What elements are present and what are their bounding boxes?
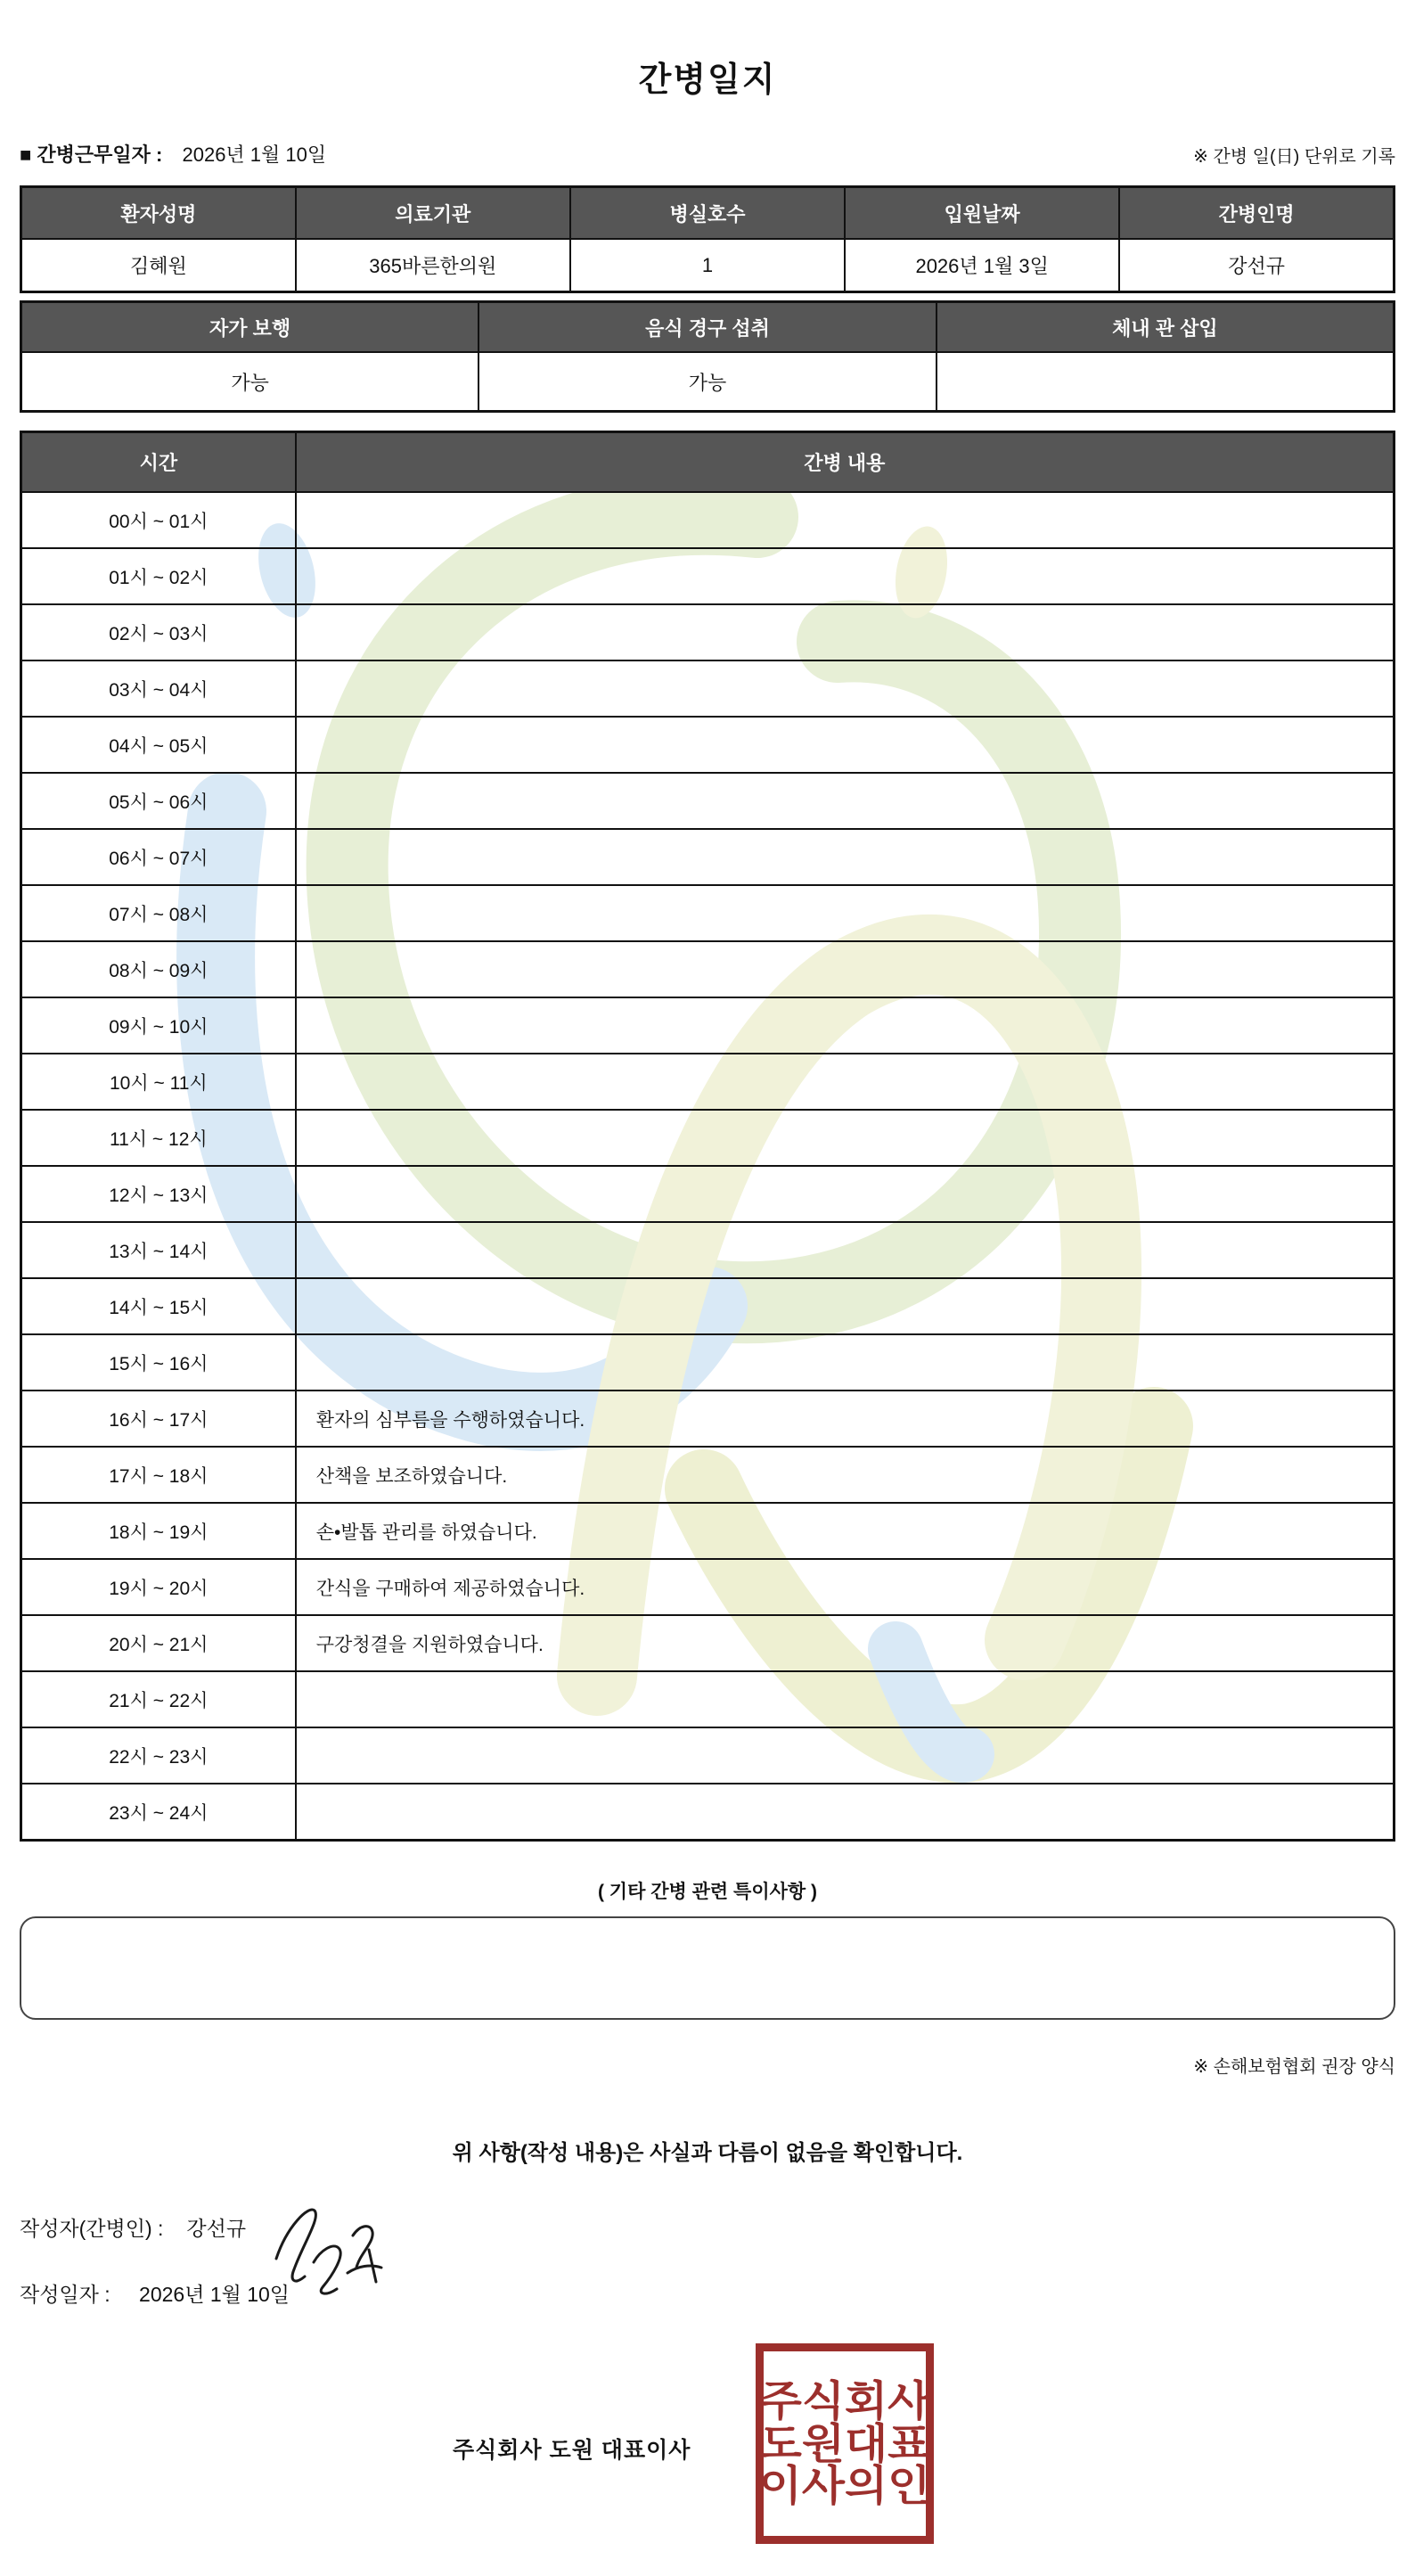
care-content-cell[interactable]: 산책을 보조하였습니다. xyxy=(296,1447,1395,1503)
info-header-admission-date: 입원날짜 xyxy=(845,187,1119,240)
care-row xyxy=(21,1110,1395,1166)
info-header-room-number: 병실호수 xyxy=(570,187,845,240)
care-time-cell: 00시 ~ 01시 xyxy=(21,492,296,548)
status-value-tube-insertion xyxy=(937,352,1395,412)
care-time-cell: 10시 ~ 11시 xyxy=(21,1054,296,1110)
info-value-admission-date: 2026년 1월 3일 xyxy=(845,239,1119,292)
info-header-caregiver-name: 간병인명 xyxy=(1119,187,1394,240)
care-content-cell[interactable]: 환자의 심부름을 수행하였습니다. xyxy=(296,1391,1395,1447)
care-table-body xyxy=(21,492,1395,1841)
care-content-cell[interactable] xyxy=(296,941,1395,997)
care-header-row xyxy=(21,432,1395,493)
status-header-oral-intake: 음식 경구 섭취 xyxy=(478,302,937,353)
care-time-cell: 04시 ~ 05시 xyxy=(21,717,296,773)
status-header-self-walking: 자가 보행 xyxy=(21,302,479,353)
status-value-row xyxy=(21,352,1395,412)
status-header-row xyxy=(21,302,1395,353)
company-line: 주식회사 도원 대표이사 xyxy=(453,2438,691,2463)
care-row xyxy=(21,1222,1395,1278)
care-row xyxy=(21,1447,1395,1503)
care-time-cell: 09시 ~ 10시 xyxy=(21,997,296,1054)
care-row xyxy=(21,885,1395,941)
care-time-cell: 01시 ~ 02시 xyxy=(21,548,296,604)
care-content-cell[interactable] xyxy=(296,997,1395,1054)
info-value-medical-institution: 365바른한의원 xyxy=(296,239,570,292)
care-row xyxy=(21,1334,1395,1391)
care-row xyxy=(21,1559,1395,1615)
care-row xyxy=(21,1503,1395,1559)
care-time-cell: 12시 ~ 13시 xyxy=(21,1166,296,1222)
form-note: ※ 손해보험협회 권장 양식 xyxy=(1193,2057,1395,2077)
written-date-label: 작성일자 : xyxy=(20,2283,110,2306)
care-content-cell[interactable] xyxy=(296,660,1395,717)
info-header-patient-name: 환자성명 xyxy=(21,187,296,240)
care-row xyxy=(21,1615,1395,1671)
care-time-cell: 14시 ~ 15시 xyxy=(21,1278,296,1334)
status-header-tube-insertion: 체내 관 삽입 xyxy=(937,302,1395,353)
care-content-cell[interactable] xyxy=(296,1054,1395,1110)
care-time-cell: 19시 ~ 20시 xyxy=(21,1559,296,1615)
care-time-cell: 17시 ~ 18시 xyxy=(21,1447,296,1503)
work-date-line xyxy=(20,140,326,168)
unit-note: ※ 간병 일(日) 단위로 기록 xyxy=(1193,147,1395,167)
info-value-row xyxy=(21,239,1395,292)
stamp-line-1: 주식회사 xyxy=(758,2376,931,2424)
care-content-cell[interactable] xyxy=(296,1110,1395,1166)
care-time-cell: 15시 ~ 16시 xyxy=(21,1334,296,1391)
care-time-cell: 13시 ~ 14시 xyxy=(21,1222,296,1278)
writer-row xyxy=(20,2212,1415,2266)
care-content-cell[interactable]: 구강청결을 지원하였습니다. xyxy=(296,1615,1395,1671)
care-header-time: 시간 xyxy=(21,432,296,493)
care-row xyxy=(21,773,1395,829)
care-row xyxy=(21,1278,1395,1334)
info-value-patient-name: 김혜원 xyxy=(21,239,296,292)
care-time-cell: 23시 ~ 24시 xyxy=(21,1784,296,1841)
info-header-row xyxy=(21,187,1395,240)
work-date-label: ■ 간병근무일자 : xyxy=(20,144,163,166)
care-content-cell[interactable] xyxy=(296,1334,1395,1391)
care-time-cell: 22시 ~ 23시 xyxy=(21,1727,296,1784)
care-content-cell[interactable] xyxy=(296,604,1395,660)
care-row xyxy=(21,997,1395,1054)
care-time-cell: 16시 ~ 17시 xyxy=(21,1391,296,1447)
care-row xyxy=(21,717,1395,773)
care-time-cell: 18시 ~ 19시 xyxy=(21,1503,296,1559)
care-content-cell[interactable] xyxy=(296,1784,1395,1841)
notes-box[interactable] xyxy=(20,1916,1395,2020)
corporate-seal-stamp xyxy=(756,2343,934,2544)
care-content-cell[interactable] xyxy=(296,492,1395,548)
care-row xyxy=(21,1166,1395,1222)
care-time-cell: 03시 ~ 04시 xyxy=(21,660,296,717)
page-title: 간병일지 xyxy=(638,62,777,99)
care-row xyxy=(21,1671,1395,1727)
care-content-cell[interactable] xyxy=(296,829,1395,885)
care-content-cell[interactable] xyxy=(296,1671,1395,1727)
info-header-medical-institution: 의료기관 xyxy=(296,187,570,240)
writer-label: 작성자(간병인) : xyxy=(20,2217,164,2240)
care-row xyxy=(21,604,1395,660)
info-value-caregiver-name: 강선규 xyxy=(1119,239,1394,292)
stamp-line-2: 도원대표 xyxy=(758,2419,931,2467)
meta-row xyxy=(20,140,1395,168)
care-content-cell[interactable] xyxy=(296,773,1395,829)
patient-info-table xyxy=(20,185,1395,293)
care-time-cell: 20시 ~ 21시 xyxy=(21,1615,296,1671)
care-row xyxy=(21,1054,1395,1110)
care-row xyxy=(21,941,1395,997)
care-header-content: 간병 내용 xyxy=(296,432,1395,493)
writer-name: 강선규 xyxy=(186,2217,247,2240)
stamp-line-3: 이사의인 xyxy=(758,2462,931,2510)
care-row xyxy=(21,548,1395,604)
care-content-cell[interactable] xyxy=(296,1727,1395,1784)
info-value-room-number: 1 xyxy=(570,239,845,292)
care-content-cell[interactable] xyxy=(296,1278,1395,1334)
date-row xyxy=(20,2278,1415,2308)
care-time-cell: 05시 ~ 06시 xyxy=(21,773,296,829)
work-date-value: 2026년 1월 10일 xyxy=(182,144,327,166)
care-time-cell: 06시 ~ 07시 xyxy=(21,829,296,885)
care-content-cell[interactable] xyxy=(296,548,1395,604)
care-row xyxy=(21,1727,1395,1784)
care-time-cell: 11시 ~ 12시 xyxy=(21,1110,296,1166)
care-content-cell[interactable]: 간식을 구매하여 제공하였습니다. xyxy=(296,1559,1395,1615)
care-time-cell: 02시 ~ 03시 xyxy=(21,604,296,660)
care-row xyxy=(21,1391,1395,1447)
care-row xyxy=(21,660,1395,717)
care-time-cell: 08시 ~ 09시 xyxy=(21,941,296,997)
care-content-cell[interactable] xyxy=(296,1222,1395,1278)
care-row xyxy=(21,1784,1395,1841)
care-row xyxy=(21,829,1395,885)
confirmation-statement: 위 사항(작성 내용)은 사실과 다름이 없음을 확인합니다. xyxy=(452,2141,963,2165)
care-content-cell[interactable]: 손•발톱 관리를 하였습니다. xyxy=(296,1503,1395,1559)
care-content-cell[interactable] xyxy=(296,1166,1395,1222)
notes-title: ( 기타 간병 관련 특이사항 ) xyxy=(597,1882,818,1902)
care-content-cell[interactable] xyxy=(296,717,1395,773)
status-value-self-walking: 가능 xyxy=(21,352,479,412)
care-time-cell: 07시 ~ 08시 xyxy=(21,885,296,941)
written-date-value: 2026년 1월 10일 xyxy=(139,2283,290,2306)
care-time-cell: 21시 ~ 22시 xyxy=(21,1671,296,1727)
company-section xyxy=(0,2343,1415,2575)
patient-status-table xyxy=(20,300,1395,413)
status-value-oral-intake: 가능 xyxy=(478,352,937,412)
care-content-cell[interactable] xyxy=(296,885,1395,941)
care-log-table xyxy=(20,431,1395,1842)
care-row xyxy=(21,492,1395,548)
